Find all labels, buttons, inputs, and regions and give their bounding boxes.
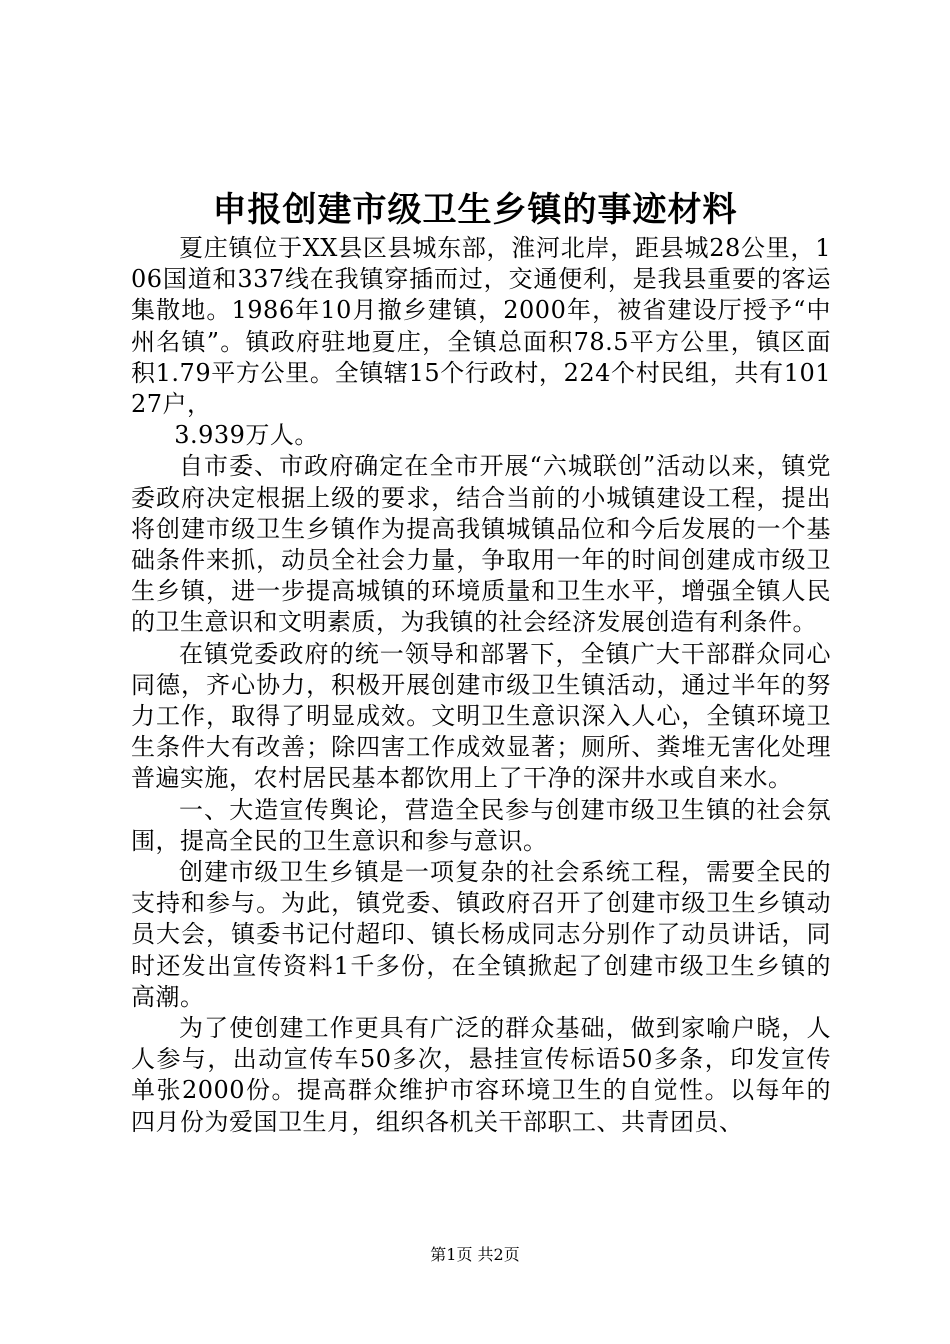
paragraph-intro: 夏庄镇位于XX县区县城东部，淮河北岸，距县城28公里，106国道和337线在我镇穿插而过，交通便利，是我县重要的客运集散地。1986年10月撤乡建镇，2000年，被省建设厅授予“中州名镇”。镇政府驻地夏庄，全镇总面积78.5平方公里，镇区面积1.79平方公里。全镇辖15个行政村，224个村民组，共有10127户，: [131, 234, 831, 419]
document-title: 申报创建市级卫生乡镇的事迹材料: [212, 190, 738, 230]
paragraph-mobilization: 创建市级卫生乡镇是一项复杂的社会系统工程，需要全民的支持和参与。为此，镇党委、镇政府召开了创建市级卫生乡镇动员大会，镇委书记付超印、镇长杨成同志分别作了动员讲话，同时还发出宣传资料1千多份，在全镇掀起了创建市级卫生乡镇的高潮。: [131, 858, 831, 1011]
section-heading-1: 一、大造宣传舆论，营造全民参与创建市级卫生镇的社会氛围，提高全民的卫生意识和参与意识。: [131, 795, 831, 855]
paragraph-campaign: 自市委、市政府确定在全市开展“六城联创”活动以来，镇党委政府决定根据上级的要求，结合当前的小城镇建设工程，提出将创建市级卫生乡镇作为提高我镇城镇品位和今后发展的一个基础条件来抓，动员全社会力量，争取用一年的时间创建成市级卫生乡镇，进一步提高城镇的环境质量和卫生水平，增强全镇人民的卫生意识和文明素质，为我镇的社会经济发展创造有利条件。: [131, 452, 831, 637]
page-footer: 第1页 共2页: [430, 1245, 520, 1264]
paragraph-population: 3.939万人。: [174, 421, 319, 450]
document-body: [131, 233, 831, 1138]
paragraph-results: 在镇党委政府的统一领导和部署下，全镇广大干部群众同心同德，齐心协力，积极开展创建市级卫生镇活动，通过半年的努力工作，取得了明显成效。文明卫生意识深入人心，全镇环境卫生条件大有改善；除四害工作成效显著；厕所、粪堆无害化处理普遍实施，农村居民基本都饮用上了干净的深井水或自来水。: [131, 639, 831, 793]
paragraph-publicity: 为了使创建工作更具有广泛的群众基础，做到家喻户晓，人人参与，出动宣传车50多次，悬挂宣传标语50多条，印发宣传单张2000份。提高群众维护市容环境卫生的自觉性。以每年的四月份为爱国卫生月，组织各机关干部职工、共青团员、: [131, 1014, 831, 1136]
